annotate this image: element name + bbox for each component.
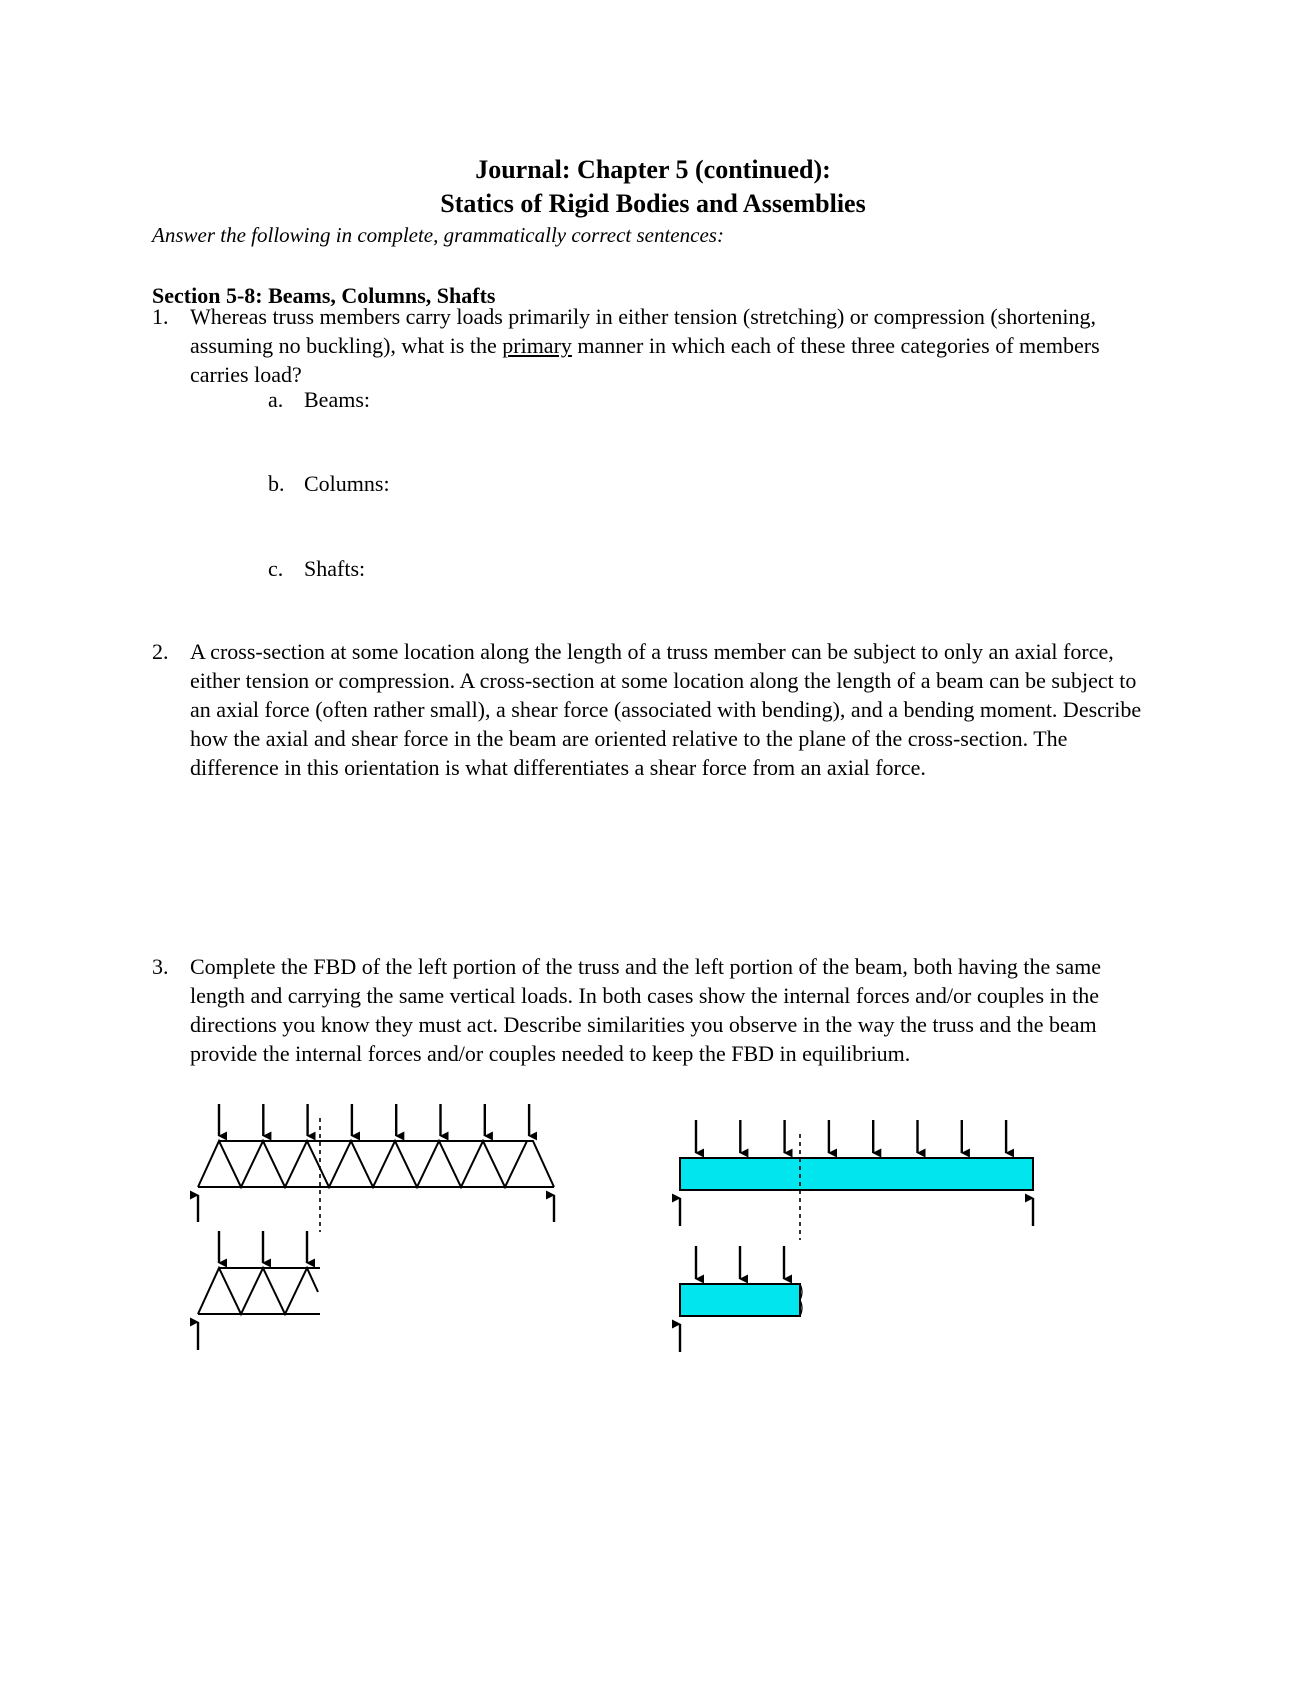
section-heading: Section 5-8: Beams, Columns, Shafts: [152, 283, 496, 308]
portion-web-members: [198, 1268, 318, 1314]
beam-portion-loads: [696, 1246, 784, 1279]
page-subtitle: Statics of Rigid Bodies and Assemblies: [440, 189, 866, 218]
truss-loads: [219, 1104, 529, 1136]
truss-portion-loads: [219, 1231, 307, 1263]
full-truss: [198, 1141, 554, 1187]
beam-body: [680, 1158, 1033, 1190]
beam-reactions: [680, 1198, 1033, 1226]
question-1-text-after: manner in which each of these three categories of members carries load?: [190, 333, 1100, 387]
question-2-number: 2.: [152, 639, 169, 664]
beam-portion-body: [680, 1284, 800, 1316]
instructions: Answer the following in complete, grammatically correct sentences:: [152, 223, 724, 247]
truss-left-portion: [198, 1268, 320, 1314]
part-text: Columns:: [304, 471, 390, 496]
beam-loads: [696, 1120, 1006, 1153]
question-3-text: Complete the FBD of the left portion of the truss and the left portion of the beam, both having the same length and carrying the same vertical loads. In both cases show the internal forces and/or couples in the directions you know they must act. Describe similarities you observe in the way the truss and the beam provide the internal forces and/or couples needed to keep the FBD in equilibrium.: [190, 954, 1101, 1066]
question-1-emphasis: primary: [502, 333, 572, 358]
question-3-number: 3.: [152, 954, 169, 979]
truss-web-members: [198, 1141, 554, 1187]
question-1-number: 1.: [152, 304, 169, 329]
question-2-text: A cross-section at some location along the length of a truss member can be subject to only an axial force, either tension or compression. A cross-section at some location along the length of a beam can be subject to an axial force (often rather small), a shear force (associated with bending), and a bending moment. Describe how the axial and shear force in the beam are oriented relative to the plane of the cross-section. The difference in this orientation is what differentiates a shear force from an axial force.: [190, 639, 1142, 780]
truss-reactions: [198, 1195, 554, 1222]
part-label: b.: [268, 471, 285, 496]
question-1-text-before: Whereas truss members carry loads primarily in either tension (stretching) or compression (shortening, assuming no buckling), what is the: [190, 304, 1097, 358]
part-text: Beams:: [304, 387, 370, 412]
part-label: a.: [268, 387, 284, 412]
page-title: Journal: Chapter 5 (continued):: [475, 155, 831, 184]
part-text: Shafts:: [304, 556, 366, 581]
part-label: c.: [268, 556, 284, 581]
